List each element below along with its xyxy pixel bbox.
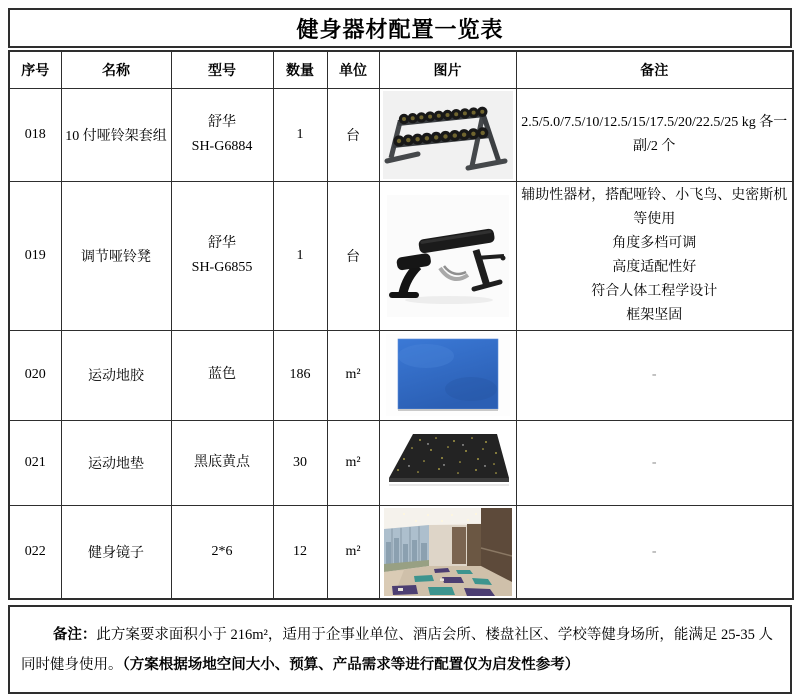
serial-cell: 022	[9, 505, 61, 599]
blue-flooring-image	[386, 334, 510, 416]
remark-line: 符合人体工程学设计	[591, 283, 718, 299]
unit-cell: 台	[327, 181, 379, 330]
remark-cell: -	[516, 420, 793, 505]
footer-label: 备注：	[52, 626, 97, 643]
table-row	[9, 420, 793, 505]
remark-line: 框架坚固	[626, 307, 683, 323]
table-title: 健身器材配置一览表	[8, 8, 792, 48]
col-header-unit: 单位	[327, 51, 379, 88]
unit-cell: m²	[327, 420, 379, 505]
name-cell: 调节哑铃凳	[61, 181, 171, 330]
black-speckled-mat-image	[384, 426, 512, 500]
col-header-image: 图片	[379, 51, 516, 88]
model-code: SH-G6855	[191, 259, 253, 275]
name-cell: 健身镜子	[61, 505, 171, 599]
serial-cell: 018	[9, 88, 61, 181]
image-cell	[379, 330, 516, 420]
remark-line: 辅助性器材，搭配哑铃、小飞鸟、史密斯机等使用	[521, 187, 788, 227]
remark-line: 角度多档可调	[612, 235, 697, 251]
qty-cell: 1	[273, 88, 327, 181]
qty-cell: 30	[273, 420, 327, 505]
model-size: 2*6	[211, 543, 233, 559]
remark-line: 高度适配性好	[612, 259, 697, 275]
col-header-serial: 序号	[9, 51, 61, 88]
table-row	[9, 181, 793, 330]
col-header-remark: 备注	[516, 51, 793, 88]
model-cell	[171, 330, 273, 420]
unit-cell: m²	[327, 505, 379, 599]
image-cell	[379, 420, 516, 505]
qty-cell: 1	[273, 181, 327, 330]
remark-cell	[516, 181, 793, 330]
dumbbell-rack-image	[383, 91, 513, 179]
adjustable-bench-image	[387, 195, 509, 317]
footer-paragraph	[21, 620, 779, 680]
unit-cell: 台	[327, 88, 379, 181]
model-color: 蓝色	[208, 367, 236, 382]
col-header-qty: 数量	[273, 51, 327, 88]
qty-cell: 186	[273, 330, 327, 420]
table-row	[9, 330, 793, 420]
model-code: SH-G6884	[191, 138, 253, 154]
name-cell: 运动地垫	[61, 420, 171, 505]
remark-cell: 2.5/5.0/7.5/10/12.5/15/17.5/20/22.5/25 kg 各一副/2 个	[516, 88, 793, 181]
serial-cell: 021	[9, 420, 61, 505]
col-header-name: 名称	[61, 51, 171, 88]
header-row	[9, 51, 793, 88]
equipment-table	[8, 50, 794, 600]
model-cell	[171, 505, 273, 599]
serial-cell: 019	[9, 181, 61, 330]
serial-cell: 020	[9, 330, 61, 420]
model-brand: 舒华	[208, 235, 236, 251]
name-cell: 运动地胶	[61, 330, 171, 420]
model-color: 黑底黄点	[194, 454, 250, 470]
table-row	[9, 505, 793, 599]
model-brand: 舒华	[208, 114, 236, 130]
qty-cell: 12	[273, 505, 327, 599]
name-cell: 10 付哑铃架套组	[61, 88, 171, 181]
col-header-model: 型号	[171, 51, 273, 88]
footer-note-box	[8, 605, 792, 694]
image-cell	[379, 181, 516, 330]
footer-text: 此方案要求面积小于 216m²，适用于企事业单位、酒店会所、楼盘社区、学校等健身场所，能满足 25-35 人同时健身使用。	[21, 626, 773, 673]
image-cell	[379, 505, 516, 599]
table-row	[9, 88, 793, 181]
remark-cell: -	[516, 330, 793, 420]
model-cell	[171, 181, 273, 330]
unit-cell: m²	[327, 330, 379, 420]
model-cell	[171, 88, 273, 181]
image-cell	[379, 88, 516, 181]
remark-cell: -	[516, 505, 793, 599]
gym-mirror-room-image	[384, 508, 512, 596]
model-cell	[171, 420, 273, 505]
footer-parenthetical: （方案根据场地空间大小、预算、产品需求等进行配置仅为启发性参考）	[122, 656, 580, 673]
